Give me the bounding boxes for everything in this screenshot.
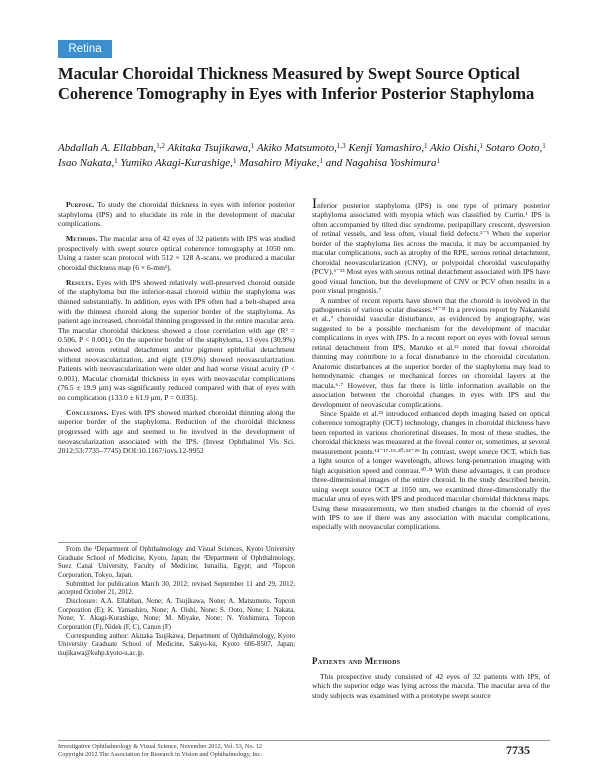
page-number: 7735 bbox=[506, 743, 530, 757]
methods-paragraph: This prospective study consisted of 42 eyes of 32 patients with IPS, of which the superior edge was lying across the macula. The macular area of the study subjects was examined with a prototype swept source bbox=[312, 672, 550, 700]
abstract-purpose bbox=[58, 200, 295, 229]
abstract-methods bbox=[58, 234, 295, 272]
intro-paragraph-2: A number of recent reports have shown that the choroid is involved in the pathogenesis of various ocular diseases.¹⁴⁻²¹ In a previous report by Nakanishi et al.,⁷ choroidal vascular disturbance, as evidenced by angiography, was suggested to be a possible mechanism for the development of macular complications in eyes with IPS. In a recent report on eyes with foveal serous retinal detachment from IPS, Maruko et al.²² noted that foveal choroidal thinning may contribute to a focal disturbance in the choroidal circulation. Anatomic disturbances at the superior border of the staphyloma may lead to hemodynamic changes or mechanical forces on choroidal layers at the macula.⁶·⁷ However, thus far there is little information available on the association between the choroidal changes in eyes with IPS and the development of neovascular complications. bbox=[312, 295, 550, 409]
intro-paragraph-1 bbox=[312, 196, 550, 296]
methods-section bbox=[312, 672, 550, 700]
purpose-label: Purpose. bbox=[66, 200, 95, 209]
conclusions-text: Eyes with IPS showed marked choroidal thinning along the superior border of the staphyloma. Reduction of the choroidal thickness progressed with age and seemed to be involved in the development of neovascularization associated with the IPS. (Invest Ophthalmol Vis Sci. 2012;53:7735–7745) DOI:10.1167/iovs.12-9952 bbox=[58, 407, 295, 456]
article-title: Macular Choroidal Thickness Measured by Swept Source Optical Coherence Tomography in Eyes with Inferior Posterior Staphyloma bbox=[58, 64, 535, 103]
section-tag-retina: Retina bbox=[58, 40, 112, 58]
abstract-conclusions bbox=[58, 408, 295, 456]
drop-cap: I bbox=[312, 196, 317, 212]
intro-paragraph-3: Since Spaide et al.²³ introduced enhanced depth imaging based on optical coherence tomography (OCT) technology, changes in choroidal thickness have been reported in various chorioretinal diseases. In most of these studies, the choroidal thickness was measured at the foveal center or, sometimes, at several measurement points.¹⁴⁻¹⁷·¹⁹·²⁰·²⁴⁻²⁹ In contrast, swept source OCT, which has a light source of a longer wavelength, allows long-penetration imaging with high acquisition speed and contrast.³⁰·³¹ With these advantages, it can produce three-dimensional images of the entire choroid. In the study described herein, using swept source OCT at 1050 nm, we examined three-dimensionally the macular area of eyes with IPS and produced macular choroidal thickness maps. Using these measurements, we then studied changes in the choroid of eyes with IPS to see if there was any association with macular complications, especially with neovascular complications. bbox=[312, 408, 550, 532]
purpose-text: To study the choroidal thickness in eyes with inferior posterior staphyloma (IPS) and to elucidate its role in the development of macular complications. bbox=[58, 200, 295, 229]
conclusions-label: Conclusions. bbox=[66, 407, 109, 417]
abstract-results bbox=[58, 278, 295, 403]
footnote-divider bbox=[58, 542, 138, 543]
footnotes bbox=[58, 546, 295, 659]
results-text: Eyes with IPS showed relatively well-preserved choroid outside of the staphyloma but the inferior-nasal choroid within the staphyloma was thinned substantially. In addition, eyes with IPS often had a belt-shaped area with the thinnest choroid along the superior border of the staphyloma. As patient age increased, choroidal thinning progressed in the entire macular area. The macular choroidal thickness showed a close correlation with age (R² = 0.506, P < 0.001). On the superior border of the staphyloma, 13 eyes (30.9%) showed serous retinal detachment and/or pigment epithelial detachment without neovascularization, and eight (19.0%) showed neovascularization. Patients with neovascularization were older and had worse visual acuity (P < 0.001). Macular choroidal thickness in eyes with neovascular complications (76.5 ± 19.9 μm) was significantly reduced compared with that of eyes with no complication (133.0 ± 61.9 μm, P = 0.035). bbox=[58, 277, 295, 402]
journal-line-1: Investigative Ophthalmology & Visual Science, November 2012, Vol. 53, No. 12 bbox=[58, 743, 263, 750]
footnote-submission: Submitted for publication March 30, 2012; revised September 11 and 29, 2012; accepted October 21, 2012. bbox=[58, 580, 295, 597]
footnote-corresponding-author: Corresponding author: Akitaka Tsujikawa, Department of Ophthalmology, Kyoto University Graduate School of Medicine, Sakyo-ku, Kyoto 606-8507, Japan; tsujikawa@kuhp.kyoto-u.ac.jp. bbox=[58, 632, 295, 657]
methods-label: Methods. bbox=[66, 234, 98, 244]
footnote-affiliations: From the ¹Department of Ophthalmology and Visual Sciences, Kyoto University Graduate School of Medicine, Kyoto, Japan; the ²Department of Ophthalmology, Suez Canal University, Faculty of Medicine, Ismailia, Egypt; and ³Topcon Corporation, Tokyo, Japan. bbox=[58, 546, 295, 579]
introduction bbox=[312, 196, 550, 532]
footnote-disclosure: Disclosure: A.A. Ellabban, None; A. Tsujikawa, None; A. Matsumoto, Topcon Corporation (E); K. Yamashiro, None; A. Oishi, None; S. Ooto, None; I. Nakata, None; Y. Akagi-Kurashige, None; M. Miyake, None; N. Yoshimura, Topcon Corporation (F), Nidek (F, C), Canon (F) bbox=[58, 598, 295, 631]
results-label: Results. bbox=[66, 277, 94, 287]
intro-paragraph-1-text: nferior posterior staphyloma (IPS) is one type of primary posterior staphyloma associated with myopia which was classified by Curtin.¹ IPS is often accompanied by tilted disc syndrome, peripapillary crescent, dysversion of retinal vessels, and less often, visual field defects.²⁻⁵ When the superior border of the staphyloma lies across the macula, it may be accompanied by macular complications, such as atrophy of the RPE, serous retinal detachment, choroidal neovascularization (CNV), or polypoidal choroidal vasculopathy (PCV).⁶⁻¹³ Most eyes with serous retinal detachment associated with IPS have good visual function, but the development of CNV or PCV often results in a poor visual prognosis.⁷ bbox=[312, 201, 550, 296]
journal-citation bbox=[58, 743, 262, 760]
abstract bbox=[58, 200, 295, 461]
footer-divider bbox=[58, 740, 550, 741]
methods-heading: Patients and Methods bbox=[312, 656, 401, 666]
methods-text: The macular area of 42 eyes of 32 patients with IPS was studied prospectively with swept source optical coherence tomography at 1050 nm. Using a raster scan protocol with 512 × 128 A-scans, we produced a macular choroidal thickness map (6 × 6-mm²). bbox=[58, 234, 295, 272]
journal-line-2: Copyright 2012 The Association for Research in Vision and Ophthalmology, Inc. bbox=[58, 751, 262, 759]
author-list: Abdallah A. Ellabban,$^{1,2}$ Akitaka Tsujikawa,$^1$ Akiko Matsumoto,$^{1,3}$ Kenji Yamashiro,$^1$ Akio Oishi,$^1$ Sotaro Ooto,$^1$ Isao Nakata,$^1$ Yumiko Akagi-Kurashige,$^1$ Masahiro Miyake,$^1$ and Nagahisa Yoshimura$^1$ bbox=[58, 142, 546, 169]
